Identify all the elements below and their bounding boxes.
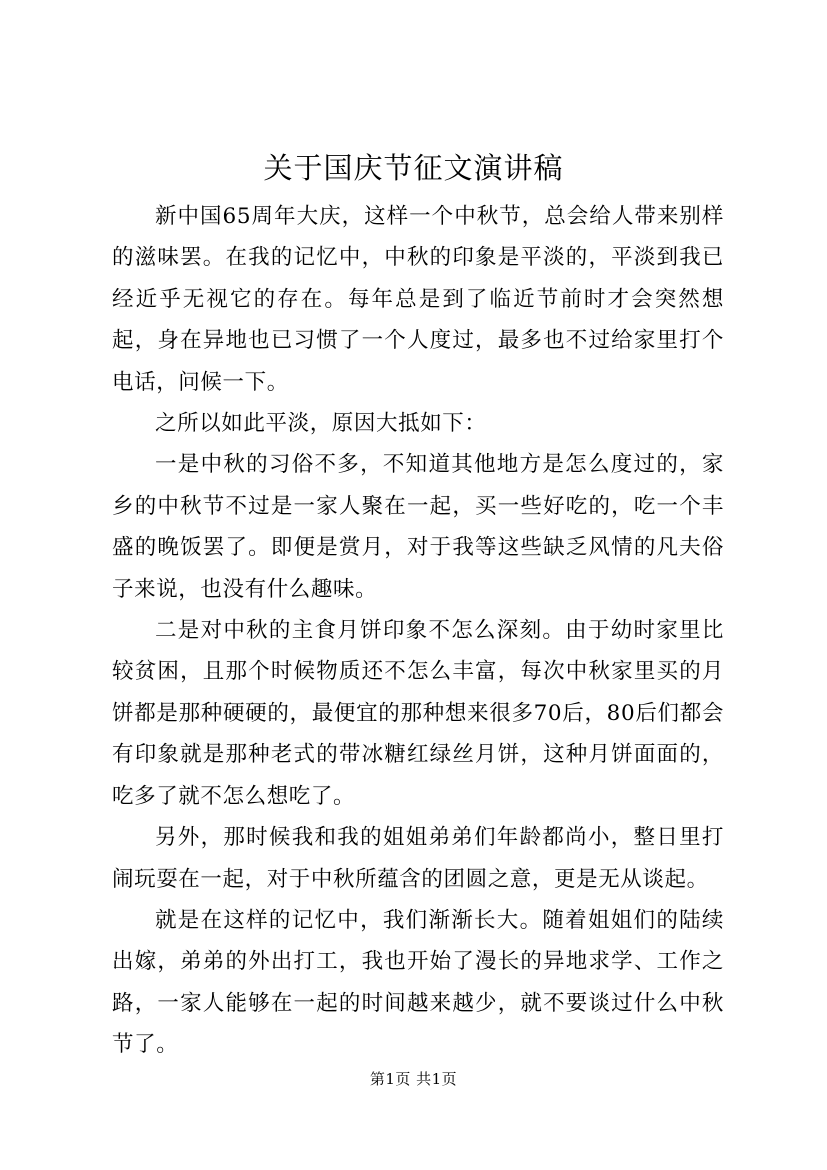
paragraph: 就是在这样的记忆中，我们渐渐长大。随着姐姐们的陆续出嫁，弟弟的外出打工，我也开始了漫长的异地求学、工作之路，一家人能够在一起的时间越来越少，就不要谈过什么中秋节了。 [112, 907, 724, 1058]
paragraph: 另外，那时候我和我的姐姐弟弟们年龄都尚小，整日里打闹玩耍在一起，对于中秋所蕴含的团圆之意，更是无从谈起。 [112, 825, 724, 892]
paragraph: 新中国65周年大庆，这样一个中秋节，总会给人带来别样的滋味罢。在我的记忆中，中秋的印象是平淡的，平淡到我已经近乎无视它的存在。每年总是到了临近节前时才会突然想起，身在异地也已习惯了一个人度过，最多也不过给家里打个电话，问候一下。 [112, 204, 724, 395]
paragraph: 二是对中秋的主食月饼印象不怎么深刻。由于幼时家里比较贫困，且那个时候物质还不怎么丰富，每次中秋家里买的月饼都是那种硬硬的，最便宜的那种想来很多70后，80后们都会有印象就是那种老式的带冰糖红绿丝月饼，这种月饼面面的，吃多了就不怎么想吃了。 [112, 618, 724, 809]
paragraph: 一是中秋的习俗不多，不知道其他地方是怎么度过的，家乡的中秋节不过是一家人聚在一起，买一些好吃的，吃一个丰盛的晚饭罢了。即便是赏月，对于我等这些缺乏风情的凡夫俗子来说，也没有什么趣味。 [112, 452, 724, 602]
page-footer: 第1页 共1页 [369, 1070, 458, 1088]
paragraph: 之所以如此平淡，原因大抵如下： [155, 411, 487, 437]
document-body [112, 196, 724, 1066]
document-title: 关于国庆节征文演讲稿 [263, 151, 564, 185]
